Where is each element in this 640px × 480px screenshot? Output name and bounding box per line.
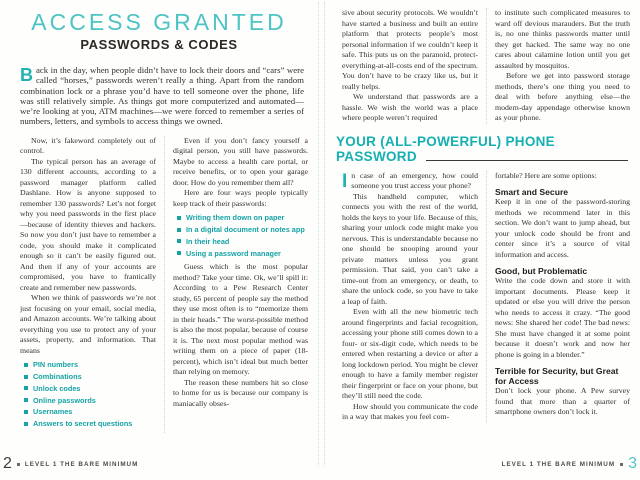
list-item xyxy=(177,237,308,247)
list-item-label: In a digital document or notes app xyxy=(186,225,305,235)
list-item xyxy=(24,360,156,370)
list-item-label: Using a password manager xyxy=(186,248,281,258)
right-column-2-bottom xyxy=(486,171,630,423)
list-item xyxy=(24,384,156,394)
right-column-1-top xyxy=(342,8,486,124)
paragraph: Keep it in one of the password-storing methods we recommend later in this section. We don’t want to jump ahead, but your unlock code should be front and center since it’s a source of vital information and access. xyxy=(495,197,630,259)
paragraph: Guess which is the most popular method? Take your time. Ok, we’ll spill it: According to a Pew Research Center study, 65 percent of people say the method they use most often is to “memorize them in their heads.” The worst-possible method is also the most popular, because of course it is. The next most popular method was writing them on a piece of paper (18-percent), which isn’t ideal but much better than relying on memory. xyxy=(173,262,308,377)
bullet-square-icon xyxy=(24,410,28,414)
bullet-square-icon xyxy=(177,216,181,220)
bullet-square-icon xyxy=(24,422,28,426)
paragraph: Don’t lock your phone. A Pew survey found that more than a quarter of smartphone owners don’t lock it. xyxy=(495,386,630,416)
footer-label: LEVEL 1 THE BARE MINIMUM xyxy=(24,460,139,468)
list-item xyxy=(24,372,156,382)
list-item-label: In their head xyxy=(186,236,230,246)
left-column-2 xyxy=(164,136,308,433)
footer-square-icon xyxy=(17,463,20,466)
intro-text: ack in the day, when people didn’t have to lock their doors and “cars” were called “horses,” passwords weren’t really a thing. Apart from the random combination lock or a phrase you’d have to tell someone over the phone, life was still relatively simple. As things got more computerized and automated—we’re looking at you, ATM machines—we were forced to remember a series of numbers, letters, and symbols to access things we owned. xyxy=(20,65,304,127)
asset-types-list xyxy=(24,360,156,429)
left-column-1 xyxy=(20,136,164,433)
bullet-square-icon xyxy=(24,398,28,402)
list-item-label: Answers to secret questions xyxy=(33,419,133,429)
left-page-columns xyxy=(20,136,308,433)
list-item-label: PIN numbers xyxy=(33,360,79,370)
dropcap-letter-i: I xyxy=(342,170,348,192)
list-item xyxy=(177,225,308,235)
password-tracking-list xyxy=(177,213,308,258)
page-number: 3 xyxy=(628,455,637,472)
footer-left xyxy=(3,456,138,472)
paragraph: Before we get into password storage methods, there’s one thing you need to deal with before anything else—the modern-day appendage otherwise known as your phone. xyxy=(495,71,630,122)
right-page-bottom-columns xyxy=(342,171,630,423)
paragraph: How should you communicate the code in a way that makes you feel com- xyxy=(342,401,478,421)
paragraph: Here are four ways people typically keep track of their passwords: xyxy=(173,188,308,208)
right-column-2-top xyxy=(486,8,630,124)
footer-right xyxy=(502,456,637,472)
page-gutter-divider-right xyxy=(324,2,325,466)
page-left xyxy=(3,0,308,480)
bullet-square-icon xyxy=(24,363,28,367)
list-item xyxy=(24,396,156,406)
section-heading: YOUR (ALL-POWERFUL) PHONE PASSWORD xyxy=(336,133,555,164)
list-item-label: Usernames xyxy=(33,407,73,417)
page-number: 2 xyxy=(3,455,12,472)
paragraph: to institute such complicated measures to ward off devious marauders. But the truth is, no one thinks passwords matter until they get hacked. The same way no one cares about calamine lotion until you get assaulted by mosquitos. xyxy=(495,8,630,70)
footer-square-icon xyxy=(620,463,623,466)
bullet-square-icon xyxy=(177,228,181,232)
bullet-square-icon xyxy=(177,251,181,255)
paragraph: We understand that passwords are a hassle. We wish the world was a place where people weren’t required xyxy=(342,92,478,122)
list-item-label: Unlock codes xyxy=(33,383,81,393)
page-right xyxy=(332,0,637,480)
list-item xyxy=(24,407,156,417)
subsection-heading: Terrible for Security, but Great for Access xyxy=(495,366,619,386)
page-gutter-divider-left xyxy=(318,2,319,466)
paragraph: fortable? Here are some options: xyxy=(495,170,597,180)
list-item xyxy=(177,213,308,223)
paragraph: This handheld computer, which connects you with the rest of the world, holds the keys to your life. Because of this, sharing your unlock code might make you nervous. This is understandable because no one should be snooping around your private matters unless you grant permission. That said, you can’t take a time-out from an emergency, or death, to share the unlock code, so you have to take a leap of faith. xyxy=(342,191,478,306)
list-item-label: Writing them down on paper xyxy=(186,213,285,223)
list-item xyxy=(24,419,156,429)
paragraph: The typical person has an average of 130 different accounts, according to a password manager platform called Dashlane. How is anyone supposed to remember 130 passwords? Let’s not forget why you need passwords in the first place—because of identity thieves and hackers. So now you don’t just have to remember a code, you should make it complicated enough so it can’t be easily figured out. And then if any of your accounts are compromised, you have to frantically create and remember new passwords. xyxy=(20,156,156,292)
chapter-title: ACCESS GRANTED xyxy=(31,9,287,35)
section-heading-block xyxy=(336,134,630,164)
paragraph xyxy=(342,171,478,192)
bullet-square-icon xyxy=(24,386,28,390)
list-item-label: Online passwords xyxy=(33,395,96,405)
right-page-top-columns xyxy=(342,8,630,124)
paragraph: Now, it’s fakeword completely out of control. xyxy=(20,135,156,156)
heading-rule xyxy=(426,160,628,161)
list-item-label: Combinations xyxy=(33,372,82,382)
footer-label: LEVEL 1 THE BARE MINIMUM xyxy=(501,460,616,468)
bullet-square-icon xyxy=(177,239,181,243)
list-item xyxy=(177,249,308,259)
dropcap-letter-b: B xyxy=(20,65,33,85)
paragraph: Even with all the new biometric tech around fingerprints and facial recognition, accessing your phone still comes down to a four- or six-digit code, which needs to be entered when restarting a device or after a long lockdown period. You might be clever enough to have a family member register their fingerprint or face on your phone, but they’ll still need the code. xyxy=(342,307,478,400)
paragraph: Even if you don’t fancy yourself a digital person, you still have passwords. Maybe to access a health care portal, or receive benefits, or to open your garage door. How do you remember them all? xyxy=(173,135,308,187)
paragraph: Write the code down and store it with important documents. Please keep it updated or else you will drive the person who needs to access it crazy. “The good news: She shared her code! The bad news: She must have changed it at some point because it doesn’t work and now her phone is going in a blender.” xyxy=(495,276,630,359)
right-column-1-bottom xyxy=(342,171,486,423)
bullet-square-icon xyxy=(24,375,28,379)
paragraph: When we think of passwords we’re not just focusing on your email, social media, and Amazon accounts. We’re talking about everything you use to protect any of your assets, property, and information. That means xyxy=(20,293,156,355)
subsection-heading: Smart and Secure xyxy=(495,187,569,197)
paragraph: sive about security protocols. We wouldn’t have started a business and built an entire platform that protects people’s most personal information if we couldn’t keep it safe. This puts us on the paranoid, protect-everything-at-all-costs end of the spectrum. You don’t have to be crazy like us, but it really helps. xyxy=(342,8,478,91)
chapter-subtitle: PASSWORDS & CODES xyxy=(80,37,238,52)
paragraph-text: n case of an emergency, how could someone you trust access your phone? xyxy=(351,170,478,190)
subsection-heading: Good, but Problematic xyxy=(495,266,588,276)
paragraph: The reason these numbers hit so close to home for us is because our company is maniacally obses- xyxy=(173,377,308,408)
intro-paragraph xyxy=(20,65,304,127)
